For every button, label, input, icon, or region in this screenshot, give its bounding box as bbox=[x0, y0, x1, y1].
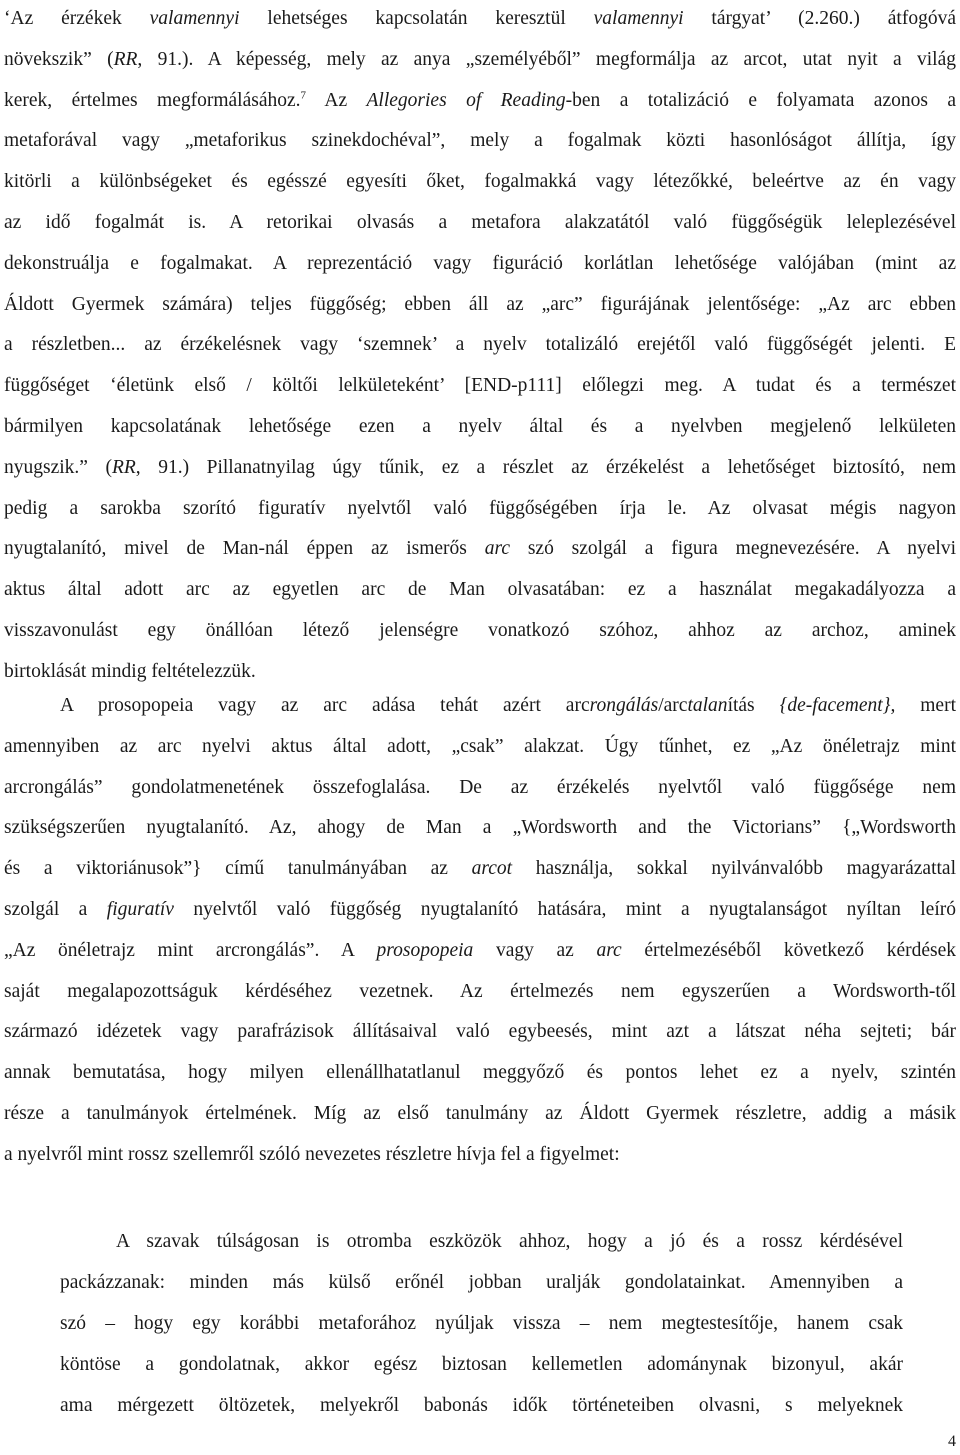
text-line: dekonstruálja e fogalmakat. A reprezentáció vagy figuráció korlátlan lehetősége valójában (mint az bbox=[4, 252, 956, 274]
quote-line: köntöse a gondolatnak, akkor egész biztosan kellemetlen adománynak bizonyul, akár bbox=[60, 1354, 903, 1375]
paragraph-1 bbox=[4, 0, 956, 693]
text-line: annak bemutatása, hogy milyen ellenállhatatlanul meggyőző és pontos lehet ez a nyelv, szintén bbox=[4, 1062, 956, 1084]
text-line: pedig a sarokba szorító figuratív nyelvtől való függőségében írja le. Az olvasat mégis nagyon bbox=[4, 497, 956, 519]
text-line: A prosopopeia vagy az arc adása tehát azért arcrongálás/arctalanítás {de-facement}, mert bbox=[60, 695, 957, 716]
text-line: „Az önéletrajz mint arcrongálás”. A prosopopeia vagy az arc értelmezéséből következő kérdések bbox=[4, 939, 956, 961]
quote-line: ama mérgezett öltözetek, melyekről babonás idők történeteiben olvasni, s melyeknek bbox=[60, 1395, 903, 1416]
text-line: amennyiben az arc nyelvi aktus által adott, „csak” alakzat. Úgy tűnhet, ez „Az önéletrajz mint bbox=[4, 735, 956, 757]
text-line: metaforával vagy „metaforikus szinekdochéval”, mely a fogalmak közti hasonlóságot állítja, így bbox=[4, 130, 956, 152]
text-line: ‘Az érzékek valamennyi lehetséges kapcsolatán keresztül valamennyi tárgyat’ (2.260.) átfogóvá bbox=[4, 8, 956, 29]
text-line: növekszik” (RR, 91.). A képesség, mely az anya „személyéből” megformálja az arcot, utat nyit a világ bbox=[4, 48, 957, 70]
text-line: függőséget ‘életünk első / költői lelkületeként’ [END-p111] előlegzi meg. A tudat és a természet bbox=[4, 375, 956, 397]
text-line: visszavonulást egy önállóan létező jelenségre vonatkozó szóhoz, ahhoz az archoz, aminek bbox=[4, 619, 956, 641]
block-quote bbox=[60, 1221, 903, 1426]
text-line: része a tanulmányok értelmének. Míg az első tanulmány az Áldott Gyermek részletre, addig a másik bbox=[4, 1102, 956, 1124]
text-line: szükségszerűen nyugtalanító. Az, ahogy de Man a „Wordsworth and the Victorians” {„Wordsworth bbox=[4, 817, 956, 839]
text-line: kitörli a különbségeket és egésszé egyesíti őket, fogalmakká vagy létezőkké, beleértve az én vagy bbox=[4, 171, 956, 193]
text-line: kerek, értelmes megformálásához.$^7$ Az Allegories of Reading-ben a totalizáció e folyamata azonos a bbox=[4, 89, 957, 111]
text-line: aktus által adott arc az egyetlen arc de Man olvasatában: ez a használat megakadályozza a bbox=[4, 579, 956, 601]
quote-line: A szavak túlságosan is otromba eszközök ahhoz, hogy a jó és a rossz kérdésével bbox=[116, 1231, 903, 1252]
text-line: arcrongálás” gondolatmenetének összefoglalása. De az érzékelés nyelvtől való függősége nem bbox=[4, 776, 956, 798]
text-line: az idő fogalmát is. A retorikai olvasás a metafora alakzatától való függőségük leleplezésével bbox=[4, 211, 956, 233]
text-line: Áldott Gyermek számára) teljes függőség; ebben áll az „arc” figurájának jelentősége: „Az arc ebben bbox=[4, 293, 956, 315]
text-line: nyugszik.” (RR, 91.) Pillanatnyilag úgy tűnik, ez a részlet az érzékelést a lehetőséget biztosító, nem bbox=[4, 456, 956, 478]
text-line: nyugtalanító, mivel de Man-nál éppen az ismerős arc szó szolgál a figura megnevezésére. A nyelvi bbox=[4, 538, 956, 560]
page-number: 4 bbox=[948, 1433, 956, 1450]
text-line: származó idézetek vagy parafrázisok állításaival való egybeesés, mint azt a látszat néha sejteti; bár bbox=[4, 1021, 956, 1043]
paragraph-2 bbox=[4, 686, 956, 1176]
text-line: a nyelvről mint rossz szellemről szóló nevezetes részletre hívja fel a figyelmet: bbox=[4, 1143, 620, 1165]
footnote-marker: 7 bbox=[300, 89, 307, 102]
text-line: saját megalapozottságuk kérdéséhez vezetnek. Az értelmezés nem egyszerűen a Wordsworth-től bbox=[4, 980, 956, 1002]
quote-line: packázzanak: minden más külső erőnél jobban uralják gondolatainkat. Amennyiben a bbox=[60, 1272, 903, 1293]
text-line: bármilyen kapcsolatának lehetősége ezen a nyelv által és a nyelvben megjelenő lelkületen bbox=[4, 415, 956, 437]
quote-line: szó – hogy egy korábbi metaforához nyúljak vissza – nem megtestesítője, hanem csak bbox=[60, 1313, 903, 1334]
text-line: a részletben... az érzékelésnek vagy ‘szemnek’ a nyelv totalizáló erejétől való függőségét jelenti. E bbox=[4, 334, 956, 356]
text-line: szolgál a figuratív nyelvtől való függőség nyugtalanító hatására, mint a nyugtalanságot nyíltan leíró bbox=[4, 898, 956, 920]
text-line: és a viktoriánusok”} című tanulmányában az arcot használja, sokkal nyilvánvalóbb magyarázattal bbox=[4, 858, 956, 880]
text-line: birtoklását mindig feltételezzük. bbox=[4, 660, 256, 682]
